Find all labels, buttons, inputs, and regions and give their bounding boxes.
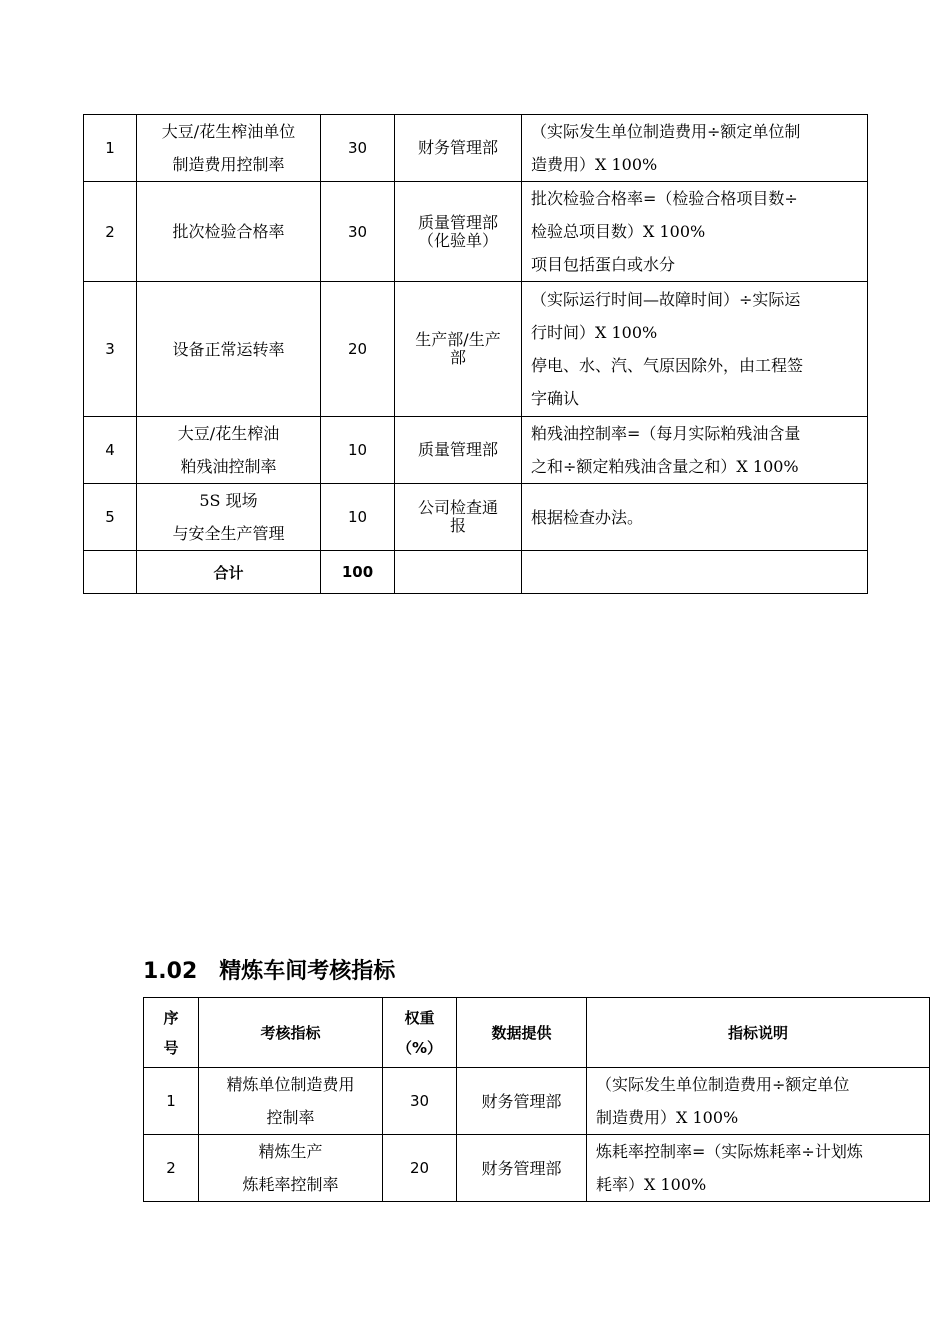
indicator-name: 5S 现场 与安全生产管理 (137, 484, 321, 551)
indicator-description: （实际发生单位制造费用÷额定单位制 造费用）X 100% (522, 115, 868, 182)
indicator-description: （实际运行时间—故障时间）÷实际运 行时间）X 100% 停电、水、汽、气原因除外，由工程签 字确认 (522, 282, 868, 417)
header-seq: 序 号 (144, 998, 199, 1068)
indicator-name: 精炼单位制造费用 控制率 (199, 1068, 383, 1135)
header-description: 指标说明 (587, 998, 930, 1068)
assessment-table-1 (83, 114, 868, 594)
row-seq: 5 (84, 484, 137, 551)
data-provider: 质量管理部 （化验单） (395, 182, 522, 282)
data-provider: 质量管理部 (395, 417, 522, 484)
data-provider: 财务管理部 (395, 115, 522, 182)
assessment-table-2 (143, 997, 930, 1202)
indicator-description: 根据检查办法。 (522, 484, 868, 551)
data-provider: 生产部/生产 部 (395, 282, 522, 417)
weight-value: 30 (321, 182, 395, 282)
empty-cell (522, 551, 868, 594)
header-indicator: 考核指标 (199, 998, 383, 1068)
empty-cell (84, 551, 137, 594)
indicator-name: 大豆/花生榨油 粕残油控制率 (137, 417, 321, 484)
header-data-provider: 数据提供 (457, 998, 587, 1068)
table-row (144, 1068, 930, 1135)
indicator-description: （实际发生单位制造费用÷额定单位 制造费用）X 100% (587, 1068, 930, 1135)
total-row (84, 551, 868, 594)
header-row (144, 998, 930, 1068)
row-seq: 4 (84, 417, 137, 484)
row-seq: 1 (84, 115, 137, 182)
total-weight: 100 (321, 551, 395, 594)
table-row (84, 115, 868, 182)
data-provider: 财务管理部 (457, 1068, 587, 1135)
indicator-description: 批次检验合格率=（检验合格项目数÷ 检验总项目数）X 100% 项目包括蛋白或水分 (522, 182, 868, 282)
table-row (84, 417, 868, 484)
table-row (144, 1135, 930, 1202)
data-provider: 公司检查通 报 (395, 484, 522, 551)
data-provider: 财务管理部 (457, 1135, 587, 1202)
empty-cell (395, 551, 522, 594)
indicator-description: 粕残油控制率=（每月实际粕残油含量 之和÷额定粕残油含量之和）X 100% (522, 417, 868, 484)
row-seq: 3 (84, 282, 137, 417)
weight-value: 10 (321, 484, 395, 551)
row-seq: 2 (84, 182, 137, 282)
indicator-name: 大豆/花生榨油单位 制造费用控制率 (137, 115, 321, 182)
section-heading (143, 957, 395, 987)
indicator-name: 精炼生产 炼耗率控制率 (199, 1135, 383, 1202)
indicator-name: 批次检验合格率 (137, 182, 321, 282)
section-number: 1.02 (143, 959, 198, 984)
indicator-name: 设备正常运转率 (137, 282, 321, 417)
weight-value: 30 (383, 1068, 457, 1135)
indicator-description: 炼耗率控制率=（实际炼耗率÷计划炼 耗率）X 100% (587, 1135, 930, 1202)
table-row (84, 182, 868, 282)
section-title: 精炼车间考核指标 (219, 959, 396, 984)
weight-value: 10 (321, 417, 395, 484)
table-row (84, 282, 868, 417)
row-seq: 2 (144, 1135, 199, 1202)
weight-value: 20 (383, 1135, 457, 1202)
total-label: 合计 (137, 551, 321, 594)
header-weight: 权重 （%） (383, 998, 457, 1068)
row-seq: 1 (144, 1068, 199, 1135)
table-row (84, 484, 868, 551)
weight-value: 30 (321, 115, 395, 182)
weight-value: 20 (321, 282, 395, 417)
